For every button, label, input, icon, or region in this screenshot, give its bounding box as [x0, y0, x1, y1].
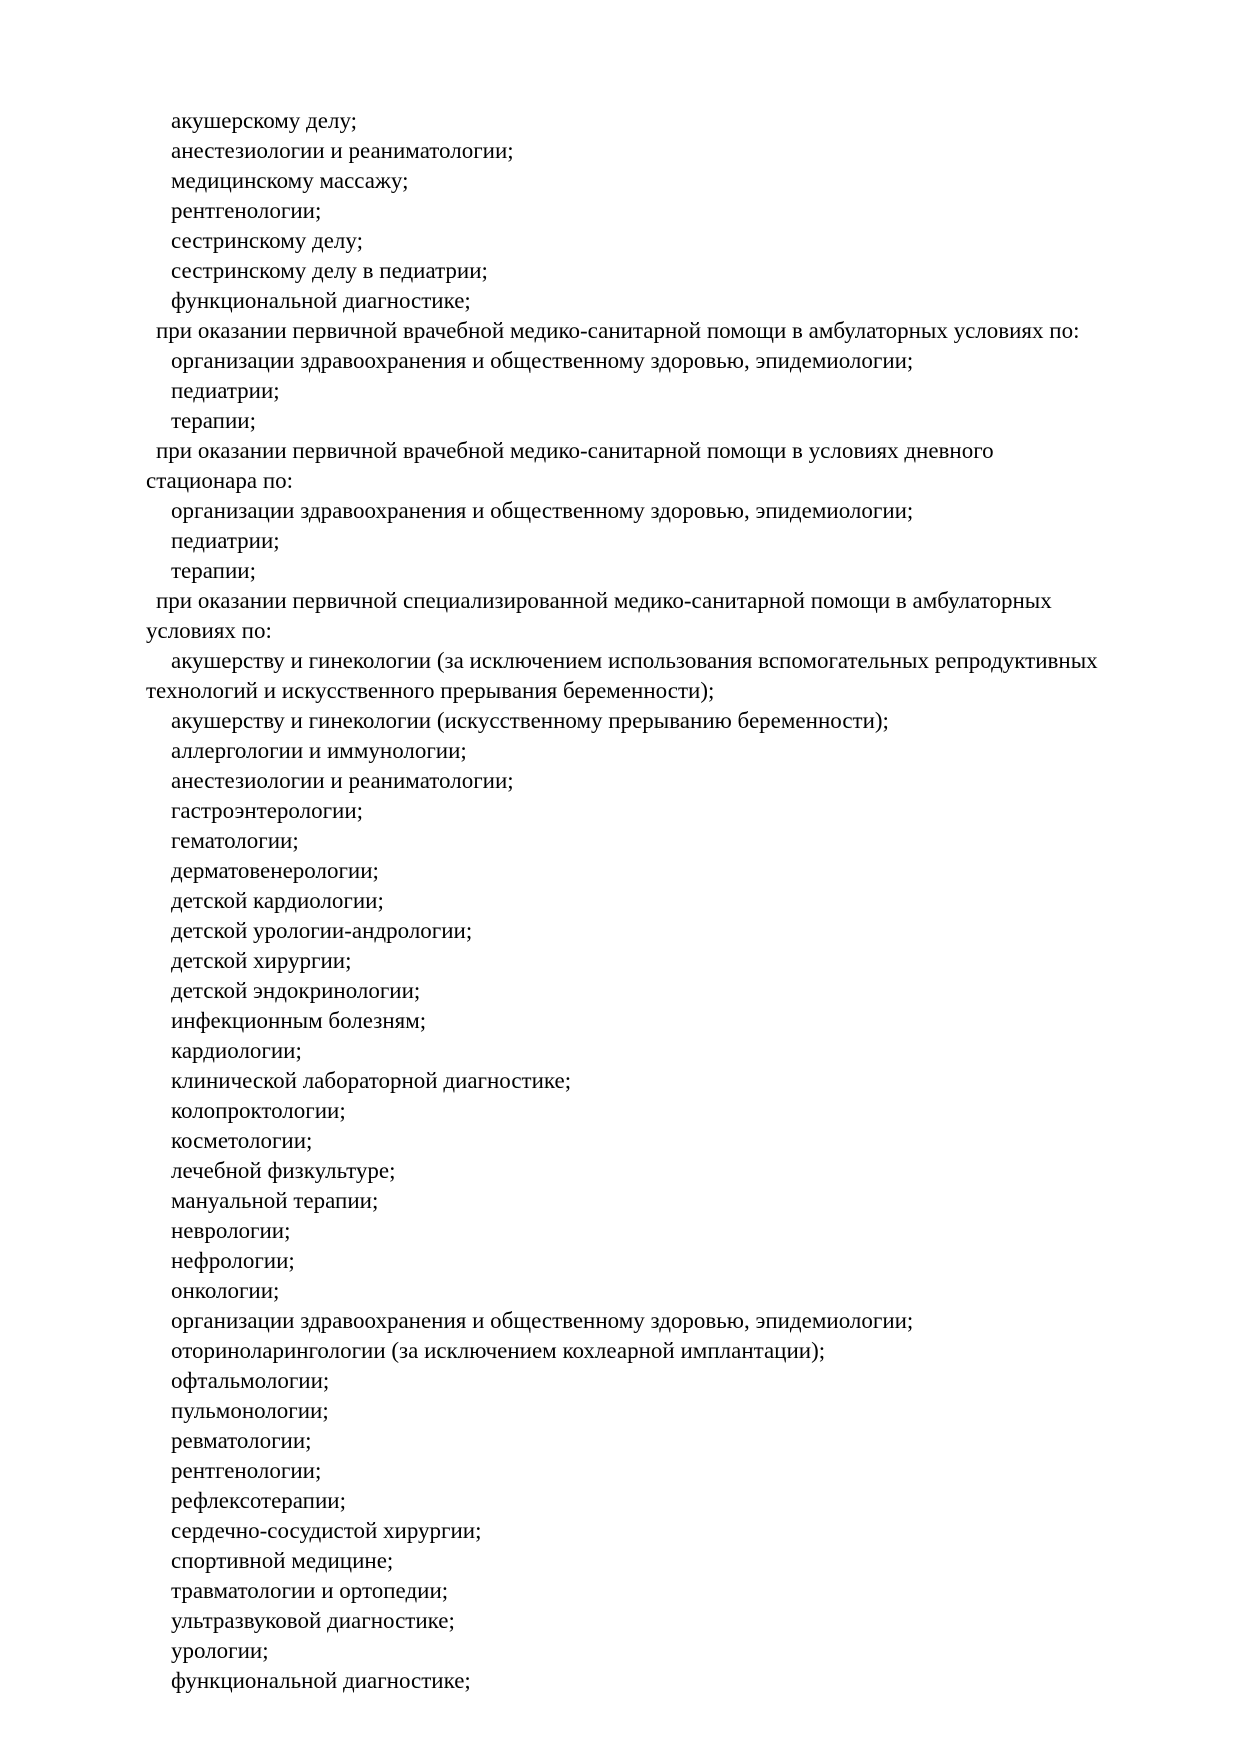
text-line: акушерству и гинекологии (за исключением использования вспомогательных репродуктивных: [171, 648, 1098, 673]
text-line: детской хирургии;: [171, 948, 352, 973]
text-line: педиатрии;: [171, 528, 280, 553]
text-line: организации здравоохранения и общественному здоровью, эпидемиологии;: [171, 1308, 914, 1333]
text-line: оториноларингологии (за исключением кохлеарной имплантации);: [171, 1338, 826, 1363]
text-line: гастроэнтерологии;: [171, 798, 364, 823]
text-line: клинической лабораторной диагностике;: [171, 1068, 572, 1093]
text-line: детской эндокринологии;: [171, 978, 421, 1003]
text-line: дерматовенерологии;: [171, 858, 379, 883]
text-line: инфекционным болезням;: [171, 1008, 427, 1033]
text-line: акушерству и гинекологии (искусственному прерыванию беременности);: [171, 708, 889, 733]
text-line: пульмонологии;: [171, 1398, 329, 1423]
text-line: офтальмологии;: [171, 1368, 330, 1393]
text-line: терапии;: [171, 408, 256, 433]
text-line: медицинскому массажу;: [171, 168, 409, 193]
text-line: при оказании первичной специализированной медико-санитарной помощи в амбулаторных: [156, 588, 1052, 613]
text-line: сестринскому делу;: [171, 228, 363, 253]
text-line: нефрологии;: [171, 1248, 295, 1273]
text-line: анестезиологии и реаниматологии;: [171, 138, 514, 163]
text-line: акушерскому делу;: [171, 108, 358, 133]
text-line: лечебной физкультуре;: [171, 1158, 396, 1183]
text-line: детской кардиологии;: [171, 888, 384, 913]
text-line: условиях по:: [146, 618, 272, 643]
text-line: рентгенологии;: [171, 198, 322, 223]
text-line: кардиологии;: [171, 1038, 302, 1063]
text-line: ультразвуковой диагностике;: [171, 1608, 455, 1633]
document-text-block: [0, 106, 1240, 1696]
text-line: стационара по:: [146, 468, 294, 493]
text-line: анестезиологии и реаниматологии;: [171, 768, 514, 793]
text-line: рентгенологии;: [171, 1458, 322, 1483]
text-line: аллергологии и иммунологии;: [171, 738, 467, 763]
text-line: неврологии;: [171, 1218, 291, 1243]
text-line: сестринскому делу в педиатрии;: [171, 258, 488, 283]
text-line: организации здравоохранения и общественному здоровью, эпидемиологии;: [171, 498, 914, 523]
text-line: функциональной диагностике;: [171, 288, 471, 313]
text-line: спортивной медицине;: [171, 1548, 394, 1573]
text-line: терапии;: [171, 558, 256, 583]
text-line: травматологии и ортопедии;: [171, 1578, 449, 1603]
text-line: ревматологии;: [171, 1428, 312, 1453]
text-line: косметологии;: [171, 1128, 313, 1153]
text-line: мануальной терапии;: [171, 1188, 379, 1213]
text-line: урологии;: [171, 1638, 269, 1663]
text-line: педиатрии;: [171, 378, 280, 403]
text-line: при оказании первичной врачебной медико-санитарной помощи в условиях дневного: [156, 438, 994, 463]
text-line: гематологии;: [171, 828, 299, 853]
text-line: детской урологии-андрологии;: [171, 918, 473, 943]
text-line: организации здравоохранения и общественному здоровью, эпидемиологии;: [171, 348, 914, 373]
text-line: онкологии;: [171, 1278, 280, 1303]
text-line: колопроктологии;: [171, 1098, 346, 1123]
text-line: сердечно-сосудистой хирургии;: [171, 1518, 482, 1543]
text-line: функциональной диагностике;: [171, 1668, 471, 1693]
text-line: технологий и искусственного прерывания беременности);: [146, 678, 715, 703]
text-line: при оказании первичной врачебной медико-санитарной помощи в амбулаторных условиях по:: [156, 318, 1080, 343]
text-line: рефлексотерапии;: [171, 1488, 346, 1513]
